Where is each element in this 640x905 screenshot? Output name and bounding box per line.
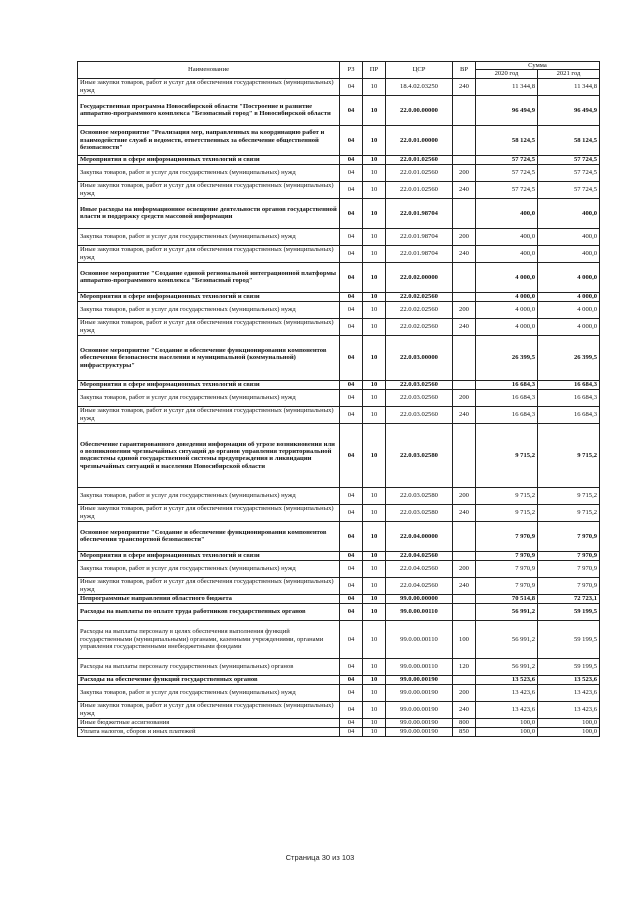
cell-name: Иные закупки товаров, работ и услуг для обеспечения государственных (муниципальных) нужд	[78, 318, 340, 335]
cell-sum-2020: 56 991,2	[476, 603, 538, 620]
cell-csr: 22.0.04.02560	[386, 560, 453, 577]
cell-pr: 10	[363, 380, 386, 389]
table-row	[78, 292, 600, 301]
cell-sum-2020: 7 970,9	[476, 551, 538, 560]
cell-rz: 04	[340, 125, 363, 155]
cell-sum-2021: 57 724,5	[538, 155, 600, 164]
cell-rz: 04	[340, 292, 363, 301]
table-row	[78, 684, 600, 701]
table-row	[78, 198, 600, 228]
cell-name: Иные закупки товаров, работ и услуг для обеспечения государственных (муниципальных) нужд	[78, 181, 340, 198]
table-row	[78, 504, 600, 521]
cell-sum-2021: 7 970,9	[538, 560, 600, 577]
cell-sum-2020: 9 715,2	[476, 423, 538, 487]
cell-vr	[453, 335, 476, 380]
cell-sum-2021: 57 724,5	[538, 181, 600, 198]
cell-csr: 22.0.03.02560	[386, 389, 453, 406]
cell-sum-2020: 58 124,5	[476, 125, 538, 155]
cell-name: Закупка товаров, работ и услуг для государственных (муниципальных) нужд	[78, 684, 340, 701]
header-year-2020: 2020 год	[476, 70, 538, 78]
cell-pr: 10	[363, 727, 386, 736]
cell-rz: 04	[340, 164, 363, 181]
cell-csr: 22.0.03.02580	[386, 487, 453, 504]
cell-rz: 04	[340, 551, 363, 560]
cell-vr: 100	[453, 620, 476, 658]
cell-pr: 10	[363, 620, 386, 658]
cell-sum-2021: 16 684,3	[538, 406, 600, 423]
header-vr: ВР	[453, 62, 476, 79]
cell-csr: 99.0.00.00110	[386, 658, 453, 675]
cell-csr: 22.0.03.02560	[386, 380, 453, 389]
cell-csr: 99.0.00.00190	[386, 727, 453, 736]
cell-csr: 18.4.02.03250	[386, 78, 453, 95]
cell-pr: 10	[363, 335, 386, 380]
cell-csr: 22.0.04.02560	[386, 577, 453, 594]
cell-pr: 10	[363, 164, 386, 181]
table-row	[78, 155, 600, 164]
cell-csr: 99.0.00.00190	[386, 718, 453, 727]
cell-pr: 10	[363, 245, 386, 262]
cell-rz: 04	[340, 406, 363, 423]
cell-name: Закупка товаров, работ и услуг для государственных (муниципальных) нужд	[78, 301, 340, 318]
table-row	[78, 262, 600, 292]
cell-sum-2020: 56 991,2	[476, 658, 538, 675]
cell-vr: 240	[453, 181, 476, 198]
cell-name: Мероприятия в сфере информационных технологий и связи	[78, 155, 340, 164]
cell-csr: 22.0.01.00000	[386, 125, 453, 155]
cell-csr: 99.0.00.00110	[386, 603, 453, 620]
cell-rz: 04	[340, 684, 363, 701]
table-row	[78, 228, 600, 245]
cell-sum-2021: 13 523,6	[538, 675, 600, 684]
cell-rz: 04	[340, 228, 363, 245]
cell-sum-2021: 4 000,0	[538, 301, 600, 318]
cell-pr: 10	[363, 718, 386, 727]
cell-sum-2021: 11 344,8	[538, 78, 600, 95]
cell-sum-2021: 7 970,9	[538, 577, 600, 594]
table-row	[78, 620, 600, 658]
cell-rz: 04	[340, 245, 363, 262]
cell-sum-2020: 7 970,9	[476, 577, 538, 594]
cell-name: Закупка товаров, работ и услуг для государственных (муниципальных) нужд	[78, 164, 340, 181]
table-body	[78, 78, 600, 736]
cell-pr: 10	[363, 504, 386, 521]
cell-rz: 04	[340, 262, 363, 292]
cell-csr: 22.0.02.02560	[386, 292, 453, 301]
cell-name: Непрограммные направления областного бюджета	[78, 594, 340, 603]
cell-rz: 04	[340, 504, 363, 521]
cell-sum-2021: 100,0	[538, 718, 600, 727]
cell-sum-2020: 400,0	[476, 245, 538, 262]
cell-sum-2021: 96 494,9	[538, 95, 600, 125]
cell-sum-2020: 13 523,6	[476, 675, 538, 684]
cell-sum-2020: 4 000,0	[476, 318, 538, 335]
cell-vr: 240	[453, 245, 476, 262]
table-row	[78, 675, 600, 684]
cell-vr: 240	[453, 504, 476, 521]
cell-vr: 240	[453, 318, 476, 335]
cell-vr	[453, 292, 476, 301]
cell-vr: 200	[453, 560, 476, 577]
table-row	[78, 551, 600, 560]
cell-csr: 22.0.03.02580	[386, 423, 453, 487]
cell-csr: 22.0.01.02560	[386, 181, 453, 198]
cell-csr: 22.0.01.02560	[386, 164, 453, 181]
cell-sum-2021: 58 124,5	[538, 125, 600, 155]
table-row	[78, 577, 600, 594]
cell-name: Закупка товаров, работ и услуг для государственных (муниципальных) нужд	[78, 389, 340, 406]
cell-pr: 10	[363, 78, 386, 95]
cell-name: Обеспечение гарантированного доведения информации об угрозе возникновения или о возникновении чрезвычайных ситуаций до органов управления территориальной подсистемы единой государственной системы предупреждения и ликвидации чрезвычайных ситуаций и населения Новосибирской области	[78, 423, 340, 487]
cell-pr: 10	[363, 684, 386, 701]
cell-vr	[453, 675, 476, 684]
cell-rz: 04	[340, 380, 363, 389]
cell-pr: 10	[363, 675, 386, 684]
cell-vr: 200	[453, 487, 476, 504]
cell-sum-2020: 400,0	[476, 228, 538, 245]
cell-pr: 10	[363, 301, 386, 318]
cell-rz: 04	[340, 423, 363, 487]
cell-sum-2021: 400,0	[538, 228, 600, 245]
cell-sum-2020: 16 684,3	[476, 406, 538, 423]
cell-name: Закупка товаров, работ и услуг для государственных (муниципальных) нужд	[78, 228, 340, 245]
cell-name: Иные закупки товаров, работ и услуг для обеспечения государственных (муниципальных) нужд	[78, 406, 340, 423]
cell-vr: 200	[453, 228, 476, 245]
cell-sum-2020: 11 344,8	[476, 78, 538, 95]
cell-csr: 22.0.01.98704	[386, 245, 453, 262]
cell-sum-2021: 16 684,3	[538, 389, 600, 406]
cell-rz: 04	[340, 521, 363, 551]
cell-sum-2021: 57 724,5	[538, 164, 600, 181]
cell-sum-2020: 16 684,3	[476, 380, 538, 389]
cell-sum-2021: 59 199,5	[538, 603, 600, 620]
table-row	[78, 318, 600, 335]
table-row	[78, 423, 600, 487]
cell-sum-2020: 13 423,6	[476, 701, 538, 718]
cell-pr: 10	[363, 658, 386, 675]
table-row	[78, 718, 600, 727]
cell-csr: 22.0.01.98704	[386, 228, 453, 245]
cell-name: Основное мероприятие "Создание и обеспечение функционирования компонентов обеспечения транспортной безопасности"	[78, 521, 340, 551]
cell-csr: 22.0.03.02560	[386, 406, 453, 423]
cell-csr: 22.0.02.02560	[386, 301, 453, 318]
cell-vr: 200	[453, 684, 476, 701]
cell-rz: 04	[340, 95, 363, 125]
cell-pr: 10	[363, 95, 386, 125]
cell-sum-2020: 100,0	[476, 718, 538, 727]
table-row	[78, 380, 600, 389]
cell-csr: 99.0.00.00000	[386, 594, 453, 603]
cell-name: Иные закупки товаров, работ и услуг для обеспечения государственных (муниципальных) нужд	[78, 577, 340, 594]
cell-name: Расходы на обеспечение функций государственных органов	[78, 675, 340, 684]
table-row	[78, 181, 600, 198]
cell-rz: 04	[340, 675, 363, 684]
cell-sum-2020: 7 970,9	[476, 560, 538, 577]
cell-sum-2021: 72 723,1	[538, 594, 600, 603]
table-row	[78, 487, 600, 504]
table-row	[78, 301, 600, 318]
cell-name: Уплата налогов, сборов и иных платежей	[78, 727, 340, 736]
cell-csr: 22.0.04.02560	[386, 551, 453, 560]
cell-csr: 99.0.00.00190	[386, 701, 453, 718]
cell-sum-2021: 4 000,0	[538, 262, 600, 292]
cell-rz: 04	[340, 620, 363, 658]
table-row	[78, 406, 600, 423]
cell-sum-2020: 4 000,0	[476, 301, 538, 318]
cell-name: Государственная программа Новосибирской области "Построение и развитие аппаратно-программного комплекса "Безопасный город" в Новосибирской области	[78, 95, 340, 125]
cell-vr	[453, 380, 476, 389]
cell-rz: 04	[340, 318, 363, 335]
cell-pr: 10	[363, 292, 386, 301]
cell-name: Расходы на выплаты по оплате труда работников государственных органов	[78, 603, 340, 620]
cell-rz: 04	[340, 577, 363, 594]
cell-sum-2020: 57 724,5	[476, 181, 538, 198]
cell-csr: 99.0.00.00190	[386, 684, 453, 701]
cell-pr: 10	[363, 551, 386, 560]
cell-sum-2021: 13 423,6	[538, 684, 600, 701]
cell-rz: 04	[340, 301, 363, 318]
cell-sum-2020: 26 399,5	[476, 335, 538, 380]
cell-sum-2020: 100,0	[476, 727, 538, 736]
cell-pr: 10	[363, 125, 386, 155]
cell-pr: 10	[363, 198, 386, 228]
header-rz: РЗ	[340, 62, 363, 79]
cell-vr: 120	[453, 658, 476, 675]
cell-sum-2021: 9 715,2	[538, 487, 600, 504]
header-name: Наименование	[78, 62, 340, 79]
cell-vr: 240	[453, 577, 476, 594]
cell-pr: 10	[363, 389, 386, 406]
cell-vr: 200	[453, 301, 476, 318]
cell-pr: 10	[363, 603, 386, 620]
cell-sum-2020: 57 724,5	[476, 164, 538, 181]
table-row	[78, 701, 600, 718]
cell-csr: 22.0.02.00000	[386, 262, 453, 292]
cell-rz: 04	[340, 727, 363, 736]
table-row	[78, 335, 600, 380]
cell-pr: 10	[363, 181, 386, 198]
cell-pr: 10	[363, 155, 386, 164]
cell-rz: 04	[340, 718, 363, 727]
cell-pr: 10	[363, 406, 386, 423]
cell-vr: 240	[453, 406, 476, 423]
budget-table	[77, 61, 600, 737]
cell-name: Основное мероприятие "Создание и обеспечение функционирования компонентов обеспечения безопасности населения и муниципальной (коммунальной) инфраструктуры"	[78, 335, 340, 380]
cell-pr: 10	[363, 487, 386, 504]
header-pr: ПР	[363, 62, 386, 79]
page-number: Страница 30 из 103	[285, 853, 355, 862]
header-year-2021: 2021 год	[538, 70, 600, 78]
cell-name: Иные закупки товаров, работ и услуг для обеспечения государственных (муниципальных) нужд	[78, 245, 340, 262]
table-row	[78, 95, 600, 125]
cell-sum-2021: 16 684,3	[538, 380, 600, 389]
cell-pr: 10	[363, 262, 386, 292]
cell-sum-2020: 16 684,3	[476, 389, 538, 406]
cell-vr	[453, 95, 476, 125]
cell-rz: 04	[340, 335, 363, 380]
cell-sum-2021: 100,0	[538, 727, 600, 736]
cell-sum-2020: 70 514,8	[476, 594, 538, 603]
cell-csr: 99.0.00.00190	[386, 675, 453, 684]
cell-vr	[453, 423, 476, 487]
cell-vr	[453, 155, 476, 164]
cell-rz: 04	[340, 603, 363, 620]
cell-vr: 240	[453, 78, 476, 95]
cell-csr: 22.0.02.02560	[386, 318, 453, 335]
cell-sum-2021: 59 199,5	[538, 620, 600, 658]
cell-name: Основное мероприятие "Реализация мер, направленных на координацию работ и взаимодействие служб и ведомств, ответственных за обеспечение общественной безопасности"	[78, 125, 340, 155]
cell-sum-2020: 4 000,0	[476, 292, 538, 301]
cell-vr	[453, 551, 476, 560]
cell-rz: 04	[340, 658, 363, 675]
cell-sum-2020: 400,0	[476, 198, 538, 228]
cell-rz: 04	[340, 389, 363, 406]
header-sum: Сумма	[476, 62, 600, 70]
cell-rz: 04	[340, 155, 363, 164]
cell-pr: 10	[363, 701, 386, 718]
cell-name: Иные расходы на информационное освещение деятельности органов государственной власти и поддержку средств массовой информации	[78, 198, 340, 228]
cell-pr: 10	[363, 423, 386, 487]
cell-sum-2021: 400,0	[538, 245, 600, 262]
cell-pr: 10	[363, 560, 386, 577]
cell-vr: 200	[453, 164, 476, 181]
cell-csr: 22.0.01.98704	[386, 198, 453, 228]
table-row	[78, 603, 600, 620]
cell-sum-2021: 4 000,0	[538, 318, 600, 335]
cell-sum-2020: 4 000,0	[476, 262, 538, 292]
cell-vr	[453, 594, 476, 603]
cell-rz: 04	[340, 181, 363, 198]
table-row	[78, 727, 600, 736]
table-row	[78, 389, 600, 406]
cell-sum-2020: 57 724,5	[476, 155, 538, 164]
cell-name: Расходы на выплаты персоналу в целях обеспечения выполнения функций государственными (муниципальными) органами, казенными учреждениями, органами управления государственными внебюджетными фондами	[78, 620, 340, 658]
cell-sum-2020: 7 970,9	[476, 521, 538, 551]
cell-sum-2020: 56 991,2	[476, 620, 538, 658]
cell-sum-2021: 9 715,2	[538, 423, 600, 487]
cell-vr: 200	[453, 389, 476, 406]
cell-pr: 10	[363, 318, 386, 335]
table-row	[78, 594, 600, 603]
cell-vr	[453, 125, 476, 155]
cell-pr: 10	[363, 594, 386, 603]
table-row	[78, 560, 600, 577]
cell-sum-2020: 9 715,2	[476, 504, 538, 521]
cell-csr: 22.0.01.02560	[386, 155, 453, 164]
table-row	[78, 78, 600, 95]
cell-name: Мероприятия в сфере информационных технологий и связи	[78, 292, 340, 301]
cell-sum-2021: 26 399,5	[538, 335, 600, 380]
cell-rz: 04	[340, 594, 363, 603]
cell-rz: 04	[340, 198, 363, 228]
cell-vr: 800	[453, 718, 476, 727]
cell-sum-2020: 13 423,6	[476, 684, 538, 701]
cell-name: Иные бюджетные ассигнования	[78, 718, 340, 727]
cell-sum-2021: 7 970,9	[538, 521, 600, 551]
header-csr: ЦСР	[386, 62, 453, 79]
table-row	[78, 125, 600, 155]
table-row	[78, 658, 600, 675]
table-row	[78, 521, 600, 551]
cell-pr: 10	[363, 228, 386, 245]
cell-vr	[453, 521, 476, 551]
cell-name: Мероприятия в сфере информационных технологий и связи	[78, 380, 340, 389]
cell-sum-2021: 400,0	[538, 198, 600, 228]
cell-vr: 240	[453, 701, 476, 718]
cell-name: Иные закупки товаров, работ и услуг для обеспечения государственных (муниципальных) нужд	[78, 78, 340, 95]
cell-sum-2021: 59 199,5	[538, 658, 600, 675]
cell-name: Основное мероприятие "Создание единой региональной интеграционной платформы аппаратно-программного комплекса "Безопасный город"	[78, 262, 340, 292]
cell-sum-2021: 7 970,9	[538, 551, 600, 560]
cell-name: Мероприятия в сфере информационных технологий и связи	[78, 551, 340, 560]
cell-csr: 99.0.00.00110	[386, 620, 453, 658]
cell-vr	[453, 198, 476, 228]
cell-sum-2021: 9 715,2	[538, 504, 600, 521]
cell-vr	[453, 262, 476, 292]
cell-csr: 22.0.04.00000	[386, 521, 453, 551]
cell-sum-2020: 96 494,9	[476, 95, 538, 125]
cell-vr	[453, 603, 476, 620]
cell-name: Иные закупки товаров, работ и услуг для обеспечения государственных (муниципальных) нужд	[78, 504, 340, 521]
cell-rz: 04	[340, 560, 363, 577]
cell-sum-2021: 4 000,0	[538, 292, 600, 301]
cell-rz: 04	[340, 78, 363, 95]
cell-name: Закупка товаров, работ и услуг для государственных (муниципальных) нужд	[78, 560, 340, 577]
cell-rz: 04	[340, 701, 363, 718]
cell-csr: 22.0.03.00000	[386, 335, 453, 380]
cell-sum-2020: 9 715,2	[476, 487, 538, 504]
cell-vr: 850	[453, 727, 476, 736]
cell-csr: 22.0.00.00000	[386, 95, 453, 125]
cell-rz: 04	[340, 487, 363, 504]
cell-pr: 10	[363, 577, 386, 594]
table-row	[78, 164, 600, 181]
cell-pr: 10	[363, 521, 386, 551]
cell-name: Расходы на выплаты персоналу государственных (муниципальных) органов	[78, 658, 340, 675]
cell-name: Закупка товаров, работ и услуг для государственных (муниципальных) нужд	[78, 487, 340, 504]
table-row	[78, 245, 600, 262]
cell-sum-2021: 13 423,6	[538, 701, 600, 718]
cell-csr: 22.0.03.02580	[386, 504, 453, 521]
cell-name: Иные закупки товаров, работ и услуг для обеспечения государственных (муниципальных) нужд	[78, 701, 340, 718]
